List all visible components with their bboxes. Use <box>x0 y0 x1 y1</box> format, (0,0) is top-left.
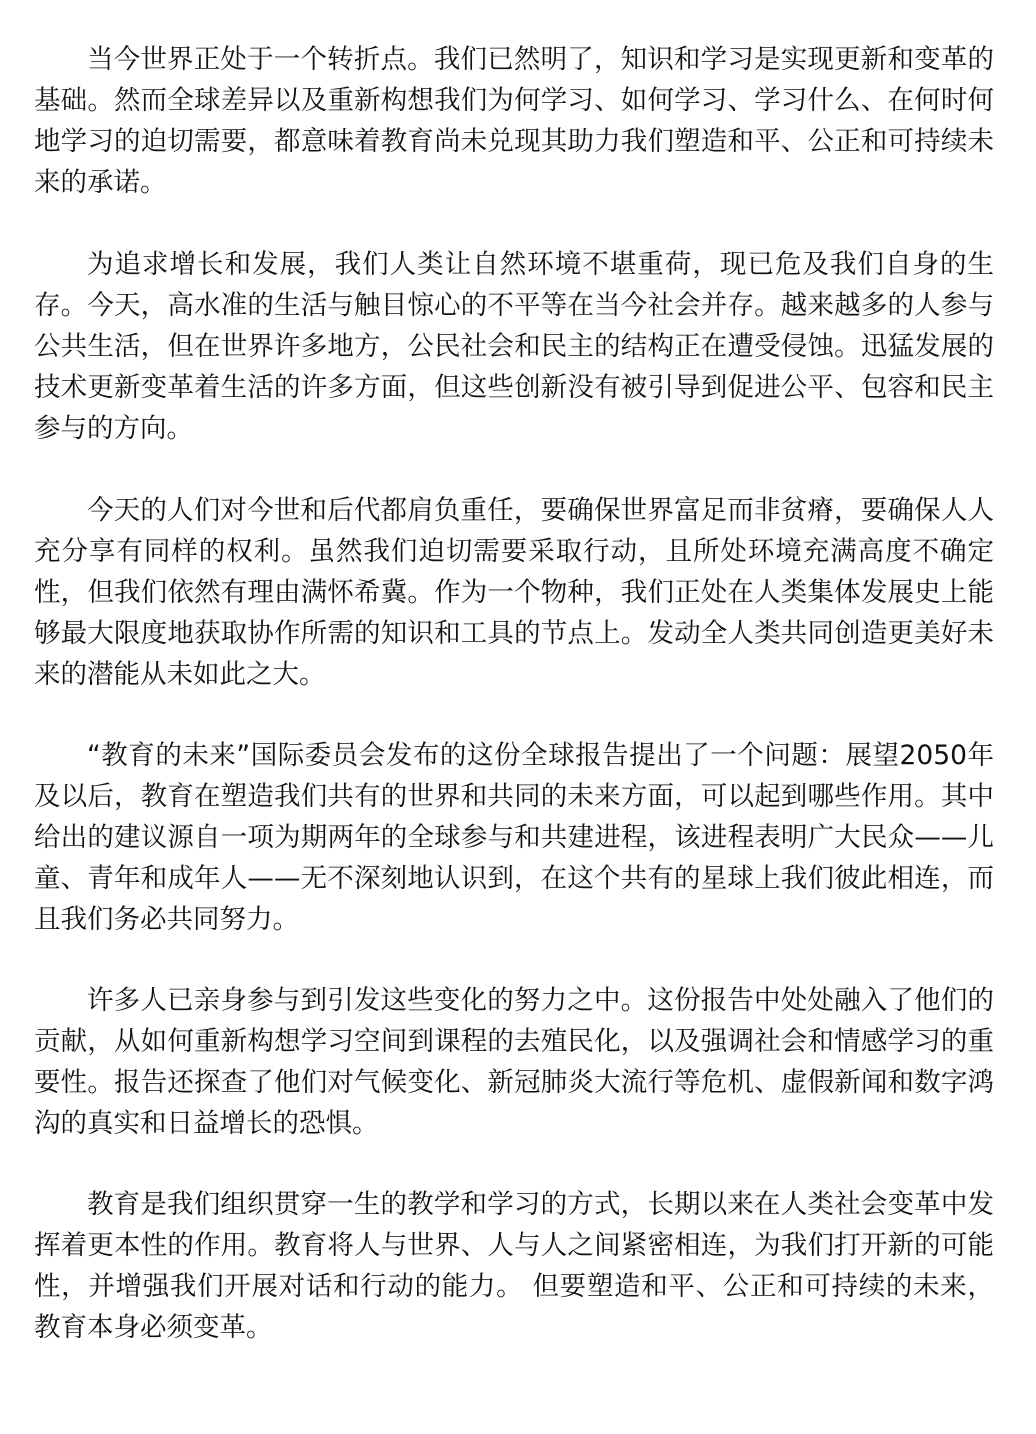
paragraph-4: “教育的未来”国际委员会发布的这份全球报告提出了一个问题：展望2050年及以后，教育在塑造我们共有的世界和共同的未来方面，可以起到哪些作用。其中给出的建议源自一项为期两年的全球参与和共建进程，该进程表明广大民众——儿童、青年和成年人——无不深刻地认识到，在这个共有的星球上我们彼此相连，而且我们务必共同努力。 <box>34 740 994 935</box>
paragraph-1: 当今世界正处于一个转折点。我们已然明了，知识和学习是实现更新和变革的基础。然而全球差异以及重新构想我们为何学习、如何学习、学习什么、在何时何地学习的迫切需要，都意味着教育尚未兑现其助力我们塑造和平、公正和可持续未来的承诺。 <box>34 44 994 198</box>
paragraph-5: 许多人已亲身参与到引发这些变化的努力之中。这份报告中处处融入了他们的贡献，从如何重新构想学习空间到课程的去殖民化，以及强调社会和情感学习的重要性。报告还探查了他们对气候变化、新冠肺炎大流行等危机、虚假新闻和数字鸿沟的真实和日益增长的恐惧。 <box>34 985 994 1139</box>
paragraph-3: 今天的人们对今世和后代都肩负重任，要确保世界富足而非贫瘠，要确保人人充分享有同样的权利。虽然我们迫切需要采取行动，且所处环境充满高度不确定性，但我们依然有理由满怀希冀。作为一个物种，我们正处在人类集体发展史上能够最大限度地获取协作所需的知识和工具的节点上。发动全人类共同创造更美好未来的潜能从未如此之大。 <box>34 495 994 690</box>
paragraph-6: 教育是我们组织贯穿一生的教学和学习的方式，长期以来在人类社会变革中发挥着更本性的作用。教育将人与世界、人与人之间紧密相连，为我们打开新的可能性，并增强我们开展对话和行动的能力。 但要塑造和平、公正和可持续的未来，教育本身必须变革。 <box>34 1189 994 1343</box>
paragraph-2: 为追求增长和发展，我们人类让自然环境不堪重荷，现已危及我们自身的生存。今天，高水准的生活与触目惊心的不平等在当今社会并存。越来越多的人参与公共生活，但在世界许多地方，公民社会和民主的结构正在遭受侵蚀。迅猛发展的技术更新变革着生活的许多方面，但这些创新没有被引导到促进公平、包容和民主参与的方向。 <box>34 249 994 444</box>
